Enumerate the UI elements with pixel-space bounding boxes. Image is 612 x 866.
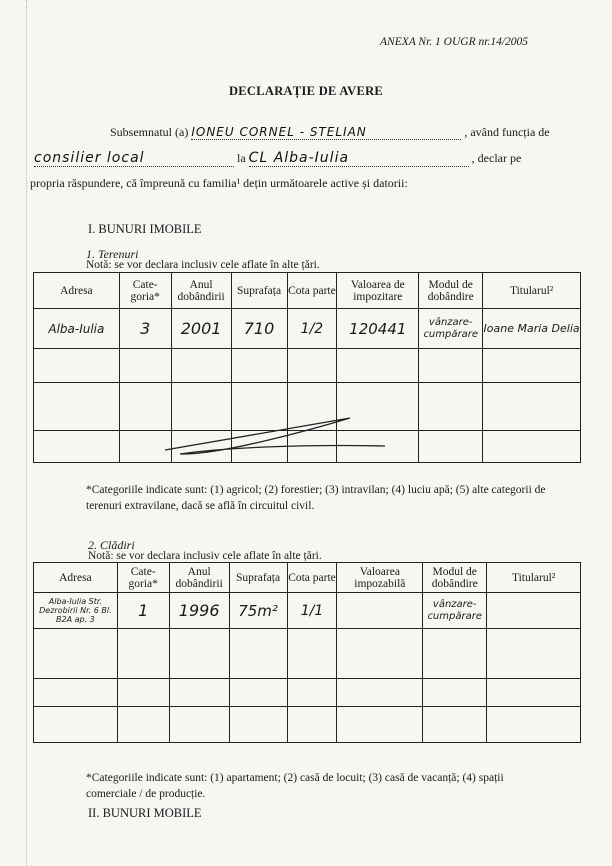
table-row (34, 679, 581, 707)
table-row (34, 309, 581, 349)
land-year: 2001 (171, 309, 231, 349)
building-category: 1 (117, 593, 169, 629)
header-address: Adresa (34, 563, 118, 593)
land-share: 1/2 (287, 309, 337, 349)
lands-note: Notă: se vor declara inclusiv cele aflate în alte țări. (86, 259, 320, 271)
land-category: 3 (119, 309, 171, 349)
table-row (34, 593, 581, 629)
section-2-title: II. BUNURI MOBILE (88, 806, 202, 820)
at-label: la (237, 151, 246, 165)
lands-footnote: *Categoriile indicate sunt: (1) agricol; (2) forestier; (3) intravilan; (4) luciu apă; (5) alte categorii de terenuri extravilane, dacă se află în circuitul civil. (86, 484, 546, 512)
lands-subtitle: 1. Terenuri (86, 247, 139, 261)
function-field: consilier local (34, 150, 234, 167)
header-address: Adresa (34, 273, 120, 309)
land-owner: Ioane Maria Delia (483, 309, 581, 349)
header-year: Anul dobândirii (169, 563, 229, 593)
header-owner: Titularul² (487, 563, 581, 593)
header-area: Suprafața (229, 563, 287, 593)
building-area: 75m² (229, 593, 287, 629)
buildings-header-row (34, 563, 581, 593)
land-mode: vânzare-cumpărare (419, 309, 483, 349)
header-area: Suprafața (231, 273, 287, 309)
declarant-name-field: IONEU CORNEL - STELIAN (191, 125, 461, 140)
building-owner (487, 593, 581, 629)
declarant-prefix: Subsemnatul (a) (110, 125, 189, 139)
declaration-statement: propria răspundere, că împreună cu familia¹ dețin următoarele active și datorii: (30, 176, 408, 190)
declarant-line-1 (110, 125, 550, 140)
function-label: , având funcția de (464, 125, 550, 139)
building-mode: vânzare-cumpărare (423, 593, 487, 629)
header-value: Valoarea de impozitare (337, 273, 419, 309)
header-mode: Modul de dobândire (419, 273, 483, 309)
annex-reference: ANEXA Nr. 1 OUGR nr.14/2005 (380, 36, 529, 48)
land-area: 710 (231, 309, 287, 349)
building-year: 1996 (169, 593, 229, 629)
declarant-line-2 (34, 150, 521, 167)
buildings-footnote: *Categoriile indicate sunt: (1) apartament; (2) casă de locuit; (3) casă de vacanță; (4) spații comerciale / de producție. (86, 772, 504, 800)
table-row (34, 349, 581, 383)
buildings-table (33, 562, 581, 743)
cross-out-scribble (160, 410, 390, 470)
header-mode: Modul de dobândire (423, 563, 487, 593)
lands-header-row (34, 273, 581, 309)
header-share: Cota parte (287, 563, 337, 593)
table-row (34, 707, 581, 743)
declare-label: , declar pe (471, 151, 522, 165)
table-row (34, 629, 581, 679)
institution-field: CL Alba-Iulia (249, 150, 469, 167)
section-1-title: I. BUNURI IMOBILE (88, 222, 202, 236)
header-year: Anul dobândirii (171, 273, 231, 309)
land-address: Alba-Iulia (34, 309, 120, 349)
building-value (337, 593, 423, 629)
buildings-subtitle: 2. Clădiri (88, 538, 135, 552)
header-category: Cate-goria* (119, 273, 171, 309)
left-margin-dotted-line (26, 0, 27, 866)
buildings-note: Notă: se vor declara inclusiv cele aflate în alte țări. (88, 550, 322, 562)
document-title: DECLARAȚIE DE AVERE (228, 84, 384, 98)
header-share: Cota parte (287, 273, 337, 309)
header-value: Valoarea impozabilă (337, 563, 423, 593)
land-value: 120441 (337, 309, 419, 349)
header-category: Cate-goria* (117, 563, 169, 593)
header-owner: Titularul² (483, 273, 581, 309)
building-address: Alba-Iulia Str. Dezrobirii Nr. 6 Bl. B2A ap. 3 (34, 593, 118, 629)
building-share: 1/1 (287, 593, 337, 629)
